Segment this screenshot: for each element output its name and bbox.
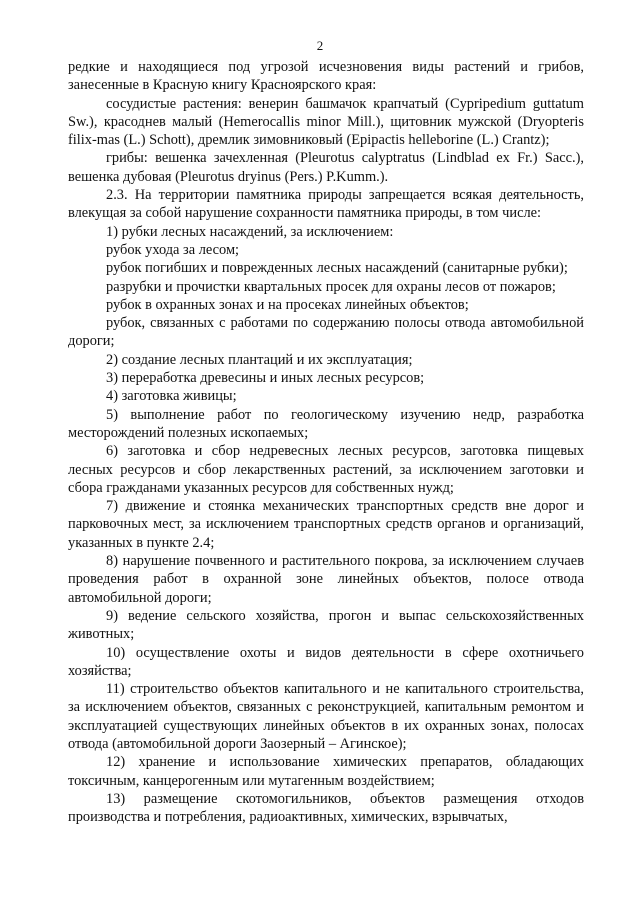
paragraph: 12) хранение и использование химических препаратов, обладающих токсичным, канцерогенным или мутагенным воздействием; [68,754,584,789]
paragraph: разрубки и прочистки квартальных просек для охраны лесов от пожаров; [106,278,556,295]
paragraph: 2) создание лесных плантаций и их эксплуатация; [106,351,413,368]
paragraph: 13) размещение скотомогильников, объектов размещения отходов производства и потребления, радиоактивных, химических, взрывчатых, [68,790,584,826]
paragraph: 6) заготовка и сбор недревесных лесных ресурсов, заготовка пищевых лесных ресурсов и сбор лекарственных растений, за исключением заготовки и сбора гражданами указанных ресурсов для собственных нужд; [68,443,584,496]
paragraph: 11) строительство объектов капитального и не капитального строительства, за исключением объектов, связанных с реконструкцией, капитальным ремонтом и эксплуатацией существующих линейных объектов в их охранных зонах, полосах отвода (автомобильной дороги Заозерный – Агинское); [68,681,584,752]
paragraph: 1) рубки лесных насаждений, за исключением: [106,223,394,240]
paragraph: 8) нарушение почвенного и растительного покрова, за исключением случаев проведения работ в охранной зоне линейных объектов, полосе отвода автомобильной дороги; [68,553,584,606]
paragraph: редкие и находящиеся под угрозой исчезновения виды растений и грибов, занесенные в Красную книгу Красноярского края: [68,59,584,94]
paragraph: 4) заготовка живицы; [106,388,237,405]
paragraph: рубок в охранных зонах и на просеках линейных объектов; [106,296,469,313]
paragraph: 3) переработка древесины и иных лесных ресурсов; [106,370,425,387]
paragraph: 7) движение и стоянка механических транспортных средств вне дорог и парковочных мест, за исключением транспортных средств органов и организаций, указанных в пункте 2.4; [68,498,584,551]
document-body [68,58,584,826]
paragraph: 5) выполнение работ по геологическому изучению недр, разработка месторождений полезных ископаемых; [68,406,584,441]
paragraph: 9) ведение сельского хозяйства, прогон и выпас сельскохозяйственных животных; [68,607,584,643]
paragraph: сосудистые растения: венерин башмачок крапчатый (Cypripedium guttatum Sw.), красоднев малый (Hemerocallis minor Mill.), щитовник мужской (Dryopteris filix-mas (L.) Schott), дремлик зимовниковый (Epipactis helleborine (L.) Crantz); [68,95,584,149]
paragraph: рубок ухода за лесом; [106,241,240,258]
paragraph: 10) осуществление охоты и видов деятельности в сфере охотничьего хозяйства; [68,644,584,679]
paragraph: 2.3. На территории памятника природы запрещается всякая деятельность, влекущая за собой нарушение сохранности памятника природы, в том числе: [68,187,584,222]
paragraph: рубок погибших и поврежденных лесных насаждений (санитарные рубки); [106,260,568,277]
page-number: 2 [316,38,324,53]
paragraph: рубок, связанных с работами по содержанию полосы отвода автомобильной дороги; [68,315,584,350]
paragraph: грибы: вешенка зачехленная (Pleurotus calyptratus (Lindblad ex Fr.) Sacc.), вешенка дубовая (Pleurotus dryinus (Pers.) P.Kumm.). [68,150,584,185]
